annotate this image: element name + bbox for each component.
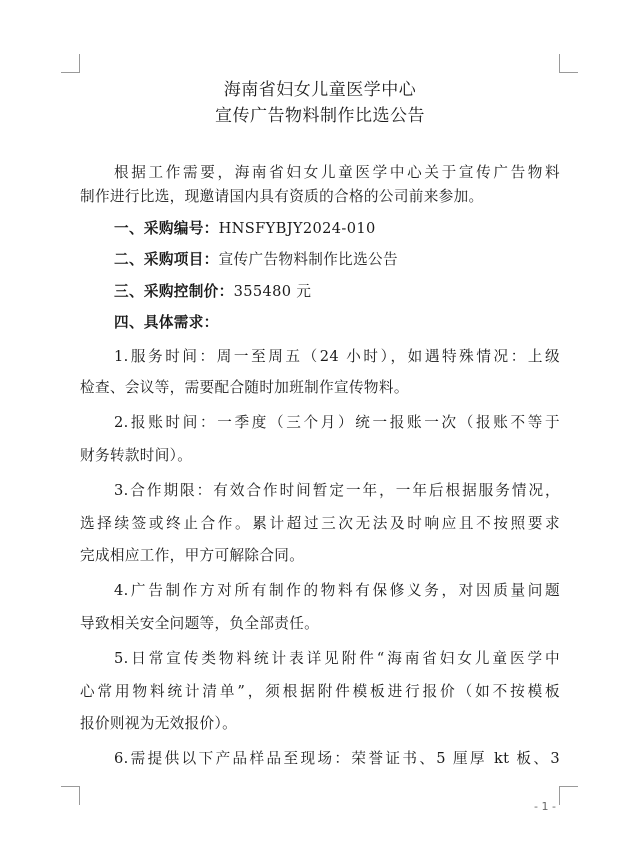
control-price-value: 355480 元: [233, 283, 312, 300]
document-title-line-2: 宣传广告物料制作比选公告: [215, 106, 425, 126]
requirement-6-line-1: 6.需提供以下产品样品至现场：荣誉证书、5 厘厚 kt 板、3: [114, 750, 560, 767]
control-price: [114, 282, 560, 302]
requirement-5-line-2: 心常用物料统计清单”，须根据附件模板进行报价（如不按模板: [80, 683, 560, 700]
requirement-5-line-3: 报价则视为无效报价）。: [80, 715, 238, 732]
requirement-1-line-2: 检查、会议等，需要配合随时加班制作宣传物料。: [80, 379, 409, 396]
procurement-project: [114, 250, 560, 270]
requirement-2-line-1: 2.报账时间：一季度（三个月）统一报账一次（报账不等于: [114, 414, 560, 431]
requirement-1-line-1: 1.服务时间：周一至周五（24 小时），如遇特殊情况：上级: [114, 348, 560, 365]
crop-mark-top-left: [61, 54, 80, 73]
requirement-3-line-2: 选择续签或终止合作。累计超过三次无法及时响应且不按照要求: [80, 515, 560, 532]
requirement-3-line-3: 完成相应工作，甲方可解除合同。: [80, 547, 305, 564]
procurement-project-label: 二、采购项目：: [114, 251, 219, 268]
requirement-4-line-2: 导致相关安全问题等，负全部责任。: [80, 615, 320, 632]
procurement-project-value: 宣传广告物料制作比选公告: [218, 251, 398, 268]
document-title-line-1: 海南省妇女儿童医学中心: [223, 80, 417, 100]
requirements-heading: 四、具体需求：: [114, 314, 219, 331]
procurement-number: [114, 219, 560, 239]
intro-line-2: 制作进行比选，现邀请国内具有资质的合格的公司前来参加。: [80, 188, 484, 205]
control-price-label: 三、采购控制价：: [114, 283, 234, 300]
crop-mark-bottom-left: [61, 786, 80, 805]
crop-mark-bottom-right: [559, 786, 578, 805]
requirement-4-line-1: 4.广告制作方对所有制作的物料有保修义务，对因质量问题: [114, 582, 560, 599]
procurement-number-label: 一、采购编号：: [114, 220, 219, 237]
requirement-3-line-1: 3.合作期限：有效合作时间暂定一年，一年后根据服务情况，: [114, 482, 560, 499]
intro-line-1: 根据工作需要，海南省妇女儿童医学中心关于宣传广告物料: [114, 164, 560, 181]
procurement-number-value: HNSFYBJY2024-010: [218, 220, 376, 237]
requirement-2-line-2: 财务转款时间）。: [80, 447, 193, 464]
crop-mark-top-right: [559, 54, 578, 73]
page-number: - 1 -: [534, 800, 556, 813]
requirement-5-line-1: 5.日常宣传类物料统计表详见附件“海南省妇女儿童医学中: [114, 650, 560, 667]
